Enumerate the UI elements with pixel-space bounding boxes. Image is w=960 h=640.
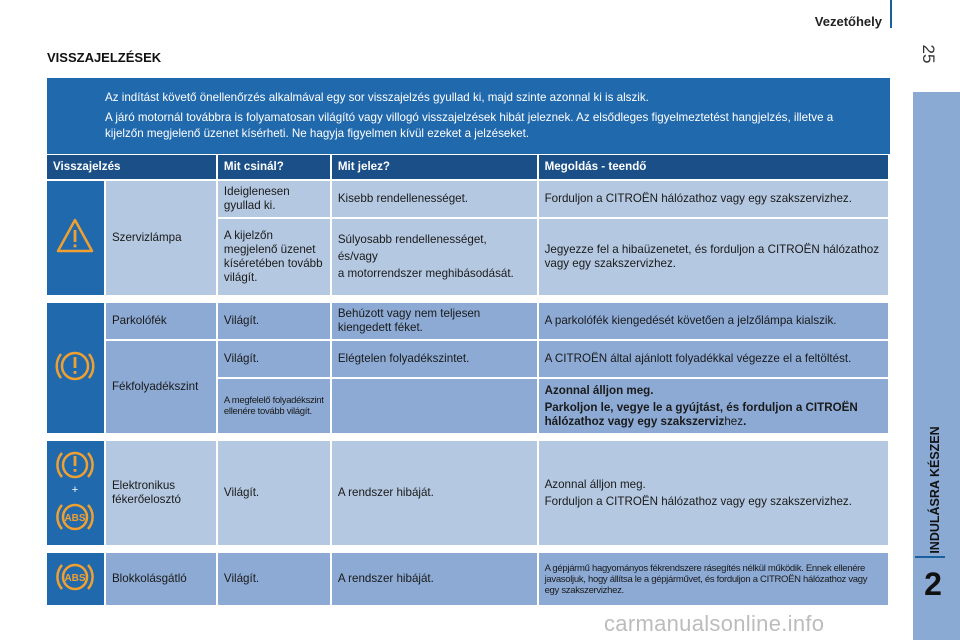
intro-box: [47, 78, 890, 154]
sidebar-divider: [915, 556, 945, 558]
ebd-name: Elektronikus fékerőelosztó: [105, 441, 217, 546]
abs-icon-label: ABS: [64, 573, 87, 584]
abs-icon-label: ABS: [64, 513, 87, 524]
brake-warning-icon: [53, 346, 97, 386]
ebd-what: Világít.: [217, 441, 331, 546]
brake-r2-what: Világít.: [217, 340, 331, 378]
header-indicator: Visszajelzés: [47, 155, 217, 180]
abs-name: Blokkolásgátló: [105, 553, 217, 606]
header-solution: Megoldás - teendő: [538, 155, 889, 180]
plus-label: +: [72, 484, 79, 496]
table-row: [47, 441, 889, 546]
table-header-row: [47, 155, 889, 180]
warning-triangle-icon: [55, 216, 95, 256]
sidebar-label: INDULÁSRA KÉSZEN: [928, 426, 942, 554]
service-r2-means-2: és/vagy: [337, 250, 378, 263]
service-r2-means-3: a motorrendszer meghibásodását.: [337, 267, 514, 280]
brake-r3-solution-1: Azonnal álljon meg.: [544, 383, 654, 397]
brake-r2-means: Elégtelen folyadékszintet.: [331, 340, 538, 378]
brake-r3-what: A megfelelő folyadékszint ellenére tovább világít.: [217, 378, 331, 434]
brake-r1-means: Behúzott vagy nem teljesen kiengedett féket.: [331, 303, 538, 340]
table-row: [47, 553, 889, 606]
brake-r3-solution-2-end: .: [743, 414, 747, 428]
abs-means: A rendszer hibáját.: [331, 553, 538, 606]
table-row: [47, 340, 889, 378]
brake-r3-solution-2-tail: hez: [724, 414, 744, 428]
brake-icon-cell: [47, 303, 105, 434]
brake-r1-name: Parkolófék: [105, 303, 217, 340]
header-title: Vezetőhely: [814, 14, 882, 29]
ebd-solution-2: Forduljon a CITROËN hálózathoz vagy egy szakszervizhez.: [544, 494, 852, 508]
section-title: VISSZAJELZÉSEK: [47, 50, 162, 65]
ebd-means: A rendszer hibáját.: [331, 441, 538, 546]
intro-paragraph-1: Az indítást követő önellenőrzés alkalmával egy sor visszajelzés gyullad ki, majd szinte azonnal ki is alszik.: [105, 91, 649, 104]
intro-paragraph-2: A járó motornál továbbra is folyamatosan világító vagy villogó visszajelzések hibát jeleznek. Az elsődleges figyelmeztetést hangjelzés, illetve a kijelzőn megjelenő üzenet kísérheti. Ne hagyja figyelmen kívül ezeket a jelzéseket.: [105, 111, 834, 140]
brake-fluid-name: Fékfolyadékszint: [105, 340, 217, 434]
brake-warning-icon: [58, 453, 93, 477]
brake-r1-solution: A parkolófék kiengedését követően a jelzőlámpa kialszik.: [538, 303, 889, 340]
table-row: [47, 180, 889, 218]
ebd-solution: [538, 441, 889, 546]
ebd-icon-cell: [47, 441, 105, 546]
brake-r2-solution: A CITROËN által ajánlott folyadékkal végezze el a feltöltést.: [538, 340, 889, 378]
brake-r1-what: Világít.: [217, 303, 331, 340]
brake-r3-means: [331, 378, 538, 434]
service-name: Szervizlámpa: [105, 180, 217, 296]
service-r2-what: A kijelzőn megjelenő üzenet kíséretében tovább világít.: [217, 218, 331, 296]
header-means: Mit jelez?: [331, 155, 538, 180]
chapter-number: 2: [924, 566, 942, 602]
service-r1-what: Ideiglenesen gyullad ki.: [217, 180, 331, 218]
warning-lights-table: [47, 155, 890, 607]
service-icon-cell: [47, 180, 105, 296]
ebd-icons: [53, 443, 97, 539]
page-number: 25: [919, 44, 938, 64]
abs-icon-cell: [47, 553, 105, 606]
abs-solution: A gépjármű hagyományos fékrendszere rásegítés nélkül működik. Ennek ellenére javasoljuk, hogy állítsa le a gépjárművet, és forduljon a CITROËN hálózathoz vagy egy szakszervizhez.: [538, 553, 889, 606]
service-r2-means: [331, 218, 538, 296]
header-what: Mit csinál?: [217, 155, 331, 180]
watermark: carmanualsonline.info: [604, 611, 825, 636]
abs-icon: [53, 557, 97, 597]
header-divider: [890, 0, 892, 28]
service-r1-means: Kisebb rendellenességet.: [331, 180, 538, 218]
brake-r3-solution-2: Parkoljon le, vegye le a gyújtást, és forduljon a CITROËN hálózathoz vagy egy szakszerviz: [544, 400, 858, 428]
service-r1-solution: Forduljon a CITROËN hálózathoz vagy egy szakszervizhez.: [538, 180, 889, 218]
brake-r3-solution: [538, 378, 889, 434]
table-row: [47, 303, 889, 340]
abs-icon: [58, 505, 93, 529]
service-r2-solution: Jegyezze fel a hibaüzenetet, és forduljon a CITROËN hálózathoz vagy egy szakszervizhez.: [538, 218, 889, 296]
service-r2-means-1: Súlyosabb rendellenességet,: [337, 233, 487, 246]
ebd-solution-1: Azonnal álljon meg.: [544, 477, 646, 491]
abs-what: Világít.: [217, 553, 331, 606]
